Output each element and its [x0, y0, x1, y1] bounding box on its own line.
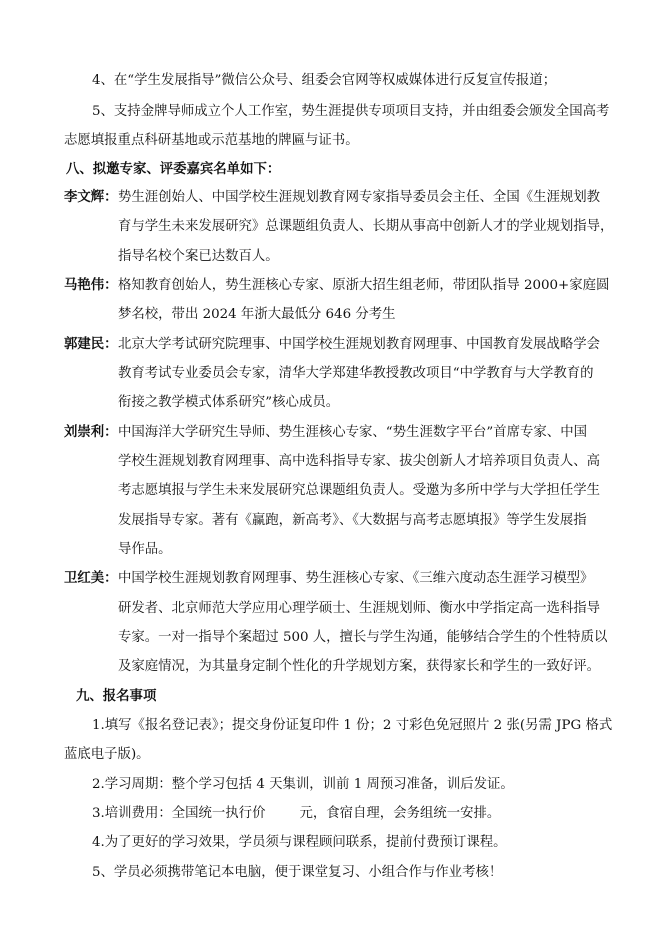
- expert-bio-line: 北京大学考试研究院理事、中国学校生涯规划教育网理事、中国教育发展战略学会: [118, 337, 601, 352]
- section9-item3-prefix: 3.培训费用：全国统一执行价: [92, 806, 266, 821]
- section7-item4: 4、在“学生发展指导”微信公众号、组委会官网等权威媒体进行反复宣传报道；: [92, 73, 557, 88]
- expert-name: 郭建民：: [64, 337, 118, 352]
- section7-item5-line1: 5、支持金牌导师成立个人工作室，势生涯提供专项项目支持，并由组委会颁发全国高考: [92, 104, 610, 119]
- expert-bio-line: 考志愿填报与学生未来发展研究总课题组负责人。受邀为多所中学与大学担任学生: [118, 483, 601, 498]
- expert-bio-line: 衔接之教学模式体系研究”核心成员。: [118, 395, 340, 410]
- expert-name: 卫红美：: [64, 571, 118, 586]
- section9-item2: 2.学习周期：整个学习包括 4 天集训，训前 1 周预习准备，训后发证。: [92, 777, 514, 792]
- expert-bio-line: 势生涯创始人、中国学校生涯规划教育网专家指导委员会主任、全国《生涯规划教: [118, 190, 601, 205]
- expert-name: 李文辉：: [64, 190, 118, 205]
- expert-bio-line: 教育考试专业委员会专家，清华大学郑建华教授教改项目“中学教育与大学教育的: [118, 366, 594, 381]
- expert-bio-line: 专家。一对一指导个案超过 500 人，擅长与学生沟通，能够结合学生的个性特质以: [118, 630, 608, 645]
- section9-item5: 5、学员必须携带笔记本电脑，便于课堂复习、小组合作与作业考核！: [92, 865, 503, 880]
- expert-name: 刘崇利：: [64, 425, 118, 440]
- expert-bio-line: 中国海洋大学研究生导师、势生涯核心专家、“势生涯数字平台”首席专家、中国: [118, 425, 587, 440]
- expert-name: 马艳伟：: [64, 278, 118, 293]
- expert-bio-line: 中国学校生涯规划教育网理事、势生涯核心专家、《三维六度动态生涯学习模型》: [118, 571, 594, 586]
- expert-bio-line: 研发者、北京师范大学应用心理学硕士、生涯规划师、衡水中学指定高一选科指导: [118, 601, 601, 616]
- expert-bio-line: 学校生涯规划教育网理事、高中选科指导专家、拔尖创新人才培养项目负责人、高: [118, 454, 601, 469]
- section9-item3: [92, 805, 500, 823]
- section9-item3-suffix: 元，食宿自理，会务组统一安排。: [299, 806, 501, 821]
- section7-item5-line2: 志愿填报重点科研基地或示范基地的牌匾与证书。: [64, 133, 359, 148]
- expert-bio-line: 指导名校个案已达数百人。: [118, 249, 279, 264]
- section9-item4: 4.为了更好的学习效果，学员须与课程顾问联系，提前付费预订课程。: [92, 835, 507, 850]
- expert-bio-line: 格知教育创始人，势生涯核心专家、原浙大招生组老师，带团队指导 2000+家庭圆: [118, 278, 610, 293]
- section9-item1-line2: 蓝底电子版)。: [64, 747, 150, 762]
- expert-bio-line: 发展指导专家。著有《赢跑，新高考》、《大数据与高考志愿填报》等学生发展指: [118, 513, 587, 528]
- section9-item1-line1: 1.填写《报名登记表》；提交身份证复印件 1 份；2 寸彩色免冠照片 2 张(另需 JPG 格式: [92, 718, 613, 733]
- section9-heading: 九、报名事项: [76, 689, 157, 704]
- expert-bio-line: 育与学生未来发展研究》总课题组负责人、长期从事高中创新人才的学业规划指导，: [118, 219, 614, 234]
- expert-bio-line: 梦名校，带出 2024 年浙大最低分 646 分考生: [118, 307, 396, 322]
- expert-bio-line: 及家庭情况，为其量身定制个性化的升学规划方案，获得家长和学生的一致好评。: [118, 659, 601, 674]
- section8-heading: 八、拟邀专家、评委嘉宾名单如下：: [66, 162, 281, 177]
- expert-bio-line: 导作品。: [118, 542, 172, 557]
